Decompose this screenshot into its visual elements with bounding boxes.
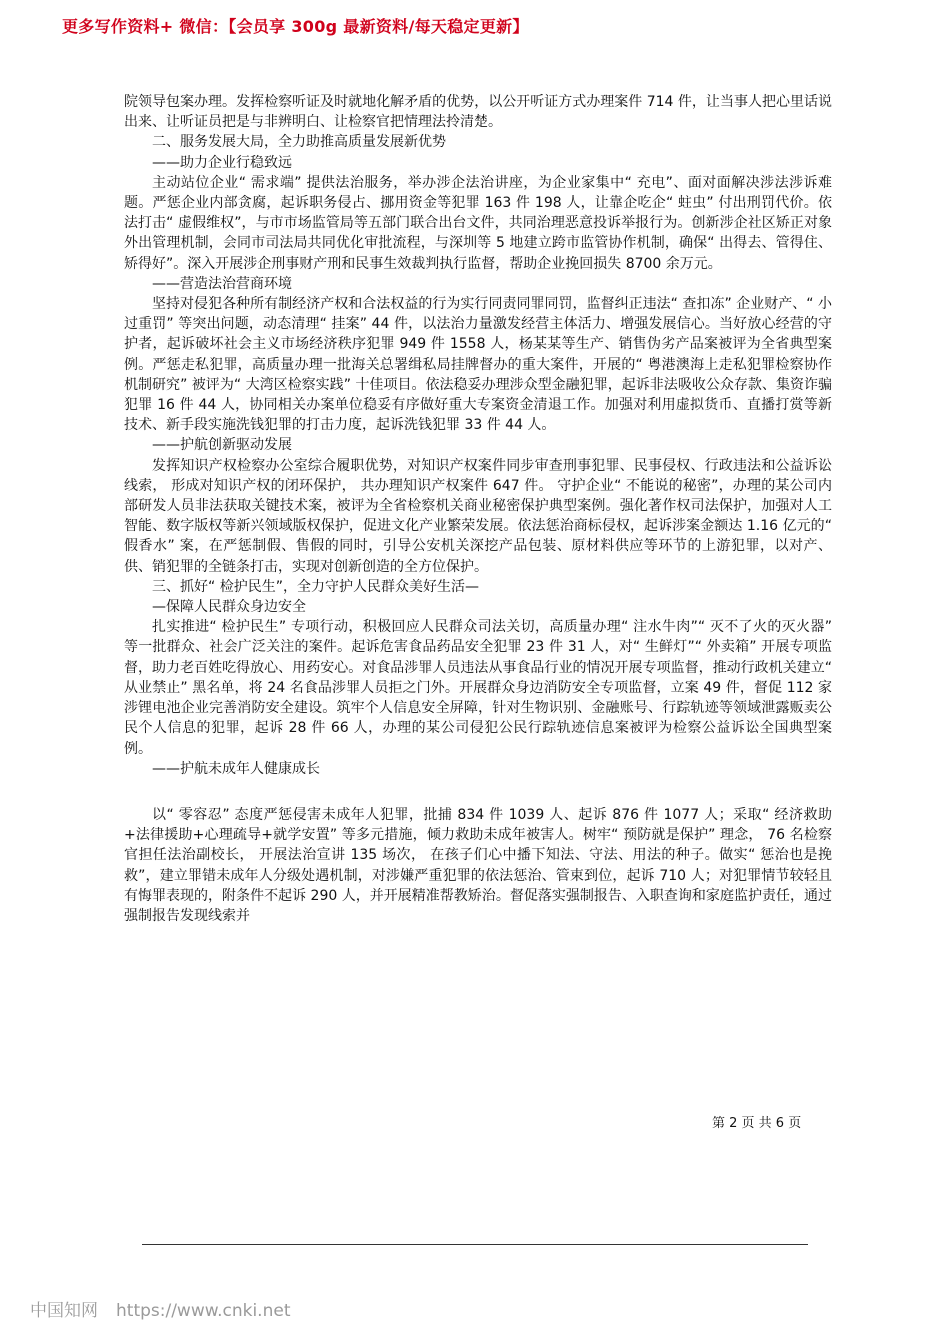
promo-banner: 更多写作资料+ 微信：【会员享 300g 最新资料/每天稳定更新】 — [62, 17, 529, 36]
footer-divider — [142, 1244, 808, 1245]
section-heading: 二、服务发展大局，全力助推高质量发展新优势 — [152, 134, 446, 151]
subsection-heading: ——助力企业行稳致远 — [152, 154, 292, 171]
body-paragraph: 以“ 零容忍” 态度严惩侵害未成年人犯罪，批捕 834 件 1039 人、起诉 876 件 1077 人；采取“ 经济救助+法律援助+心理疏导+就学安置” 等多元措施，倾力救助未成年被害人。树牢“ 预防就是保护” 理念， 76 名检察官担任法治副校长， 开展法治宣讲 135 场次， 在孩子们心中播下知法、守法、用法的种子。做实“ 惩治也是挽救”，建立罪错未成年人分级处遇机制，对涉嫌严重犯罪的依法惩治、管束到位，起诉 710 人；对犯罪情节较轻且有悔罪表现的，附条件不起诉 290 人，并开展精准帮教矫治。督促落实强制报告、入职查询和家庭监护责任，通过强制报告发现线索并 — [124, 806, 832, 924]
subsection-heading: ——护航创新驱动发展 — [152, 437, 292, 454]
body-paragraph: 发挥知识产权检察办公室综合履职优势，对知识产权案件同步审查刑事犯罪、民事侵权、行政违法和公益诉讼线索， 形成对知识产权的闭环保护， 共办理知识产权案件 647 件。 守护企业“ 不能说的秘密”，办理的某公司内部研发人员非法获取关键技术案，被评为全省检察机关商业秘密保护典型案例。强化著作权司法保护，加强对人工智能、数字版权等新兴领域版权保护，促进文化产业繁荣发展。依法惩治商标侵权，起诉涉案金额达 1.16 亿元的“ 假香水” 案，在严惩制假、售假的同时，引导公安机关深挖产品包装、原材料供应等环节的上游犯罪，以对产、供、销犯罪的全链条打击，实现对创新创造的全方位保护。 — [124, 457, 832, 575]
body-paragraph: 主动站位企业“ 需求端” 提供法治服务，举办涉企法治讲座，为企业家集中“ 充电”、面对面解决涉法涉诉难题。严惩企业内部贪腐，起诉职务侵占、挪用资金等犯罪 163 件 198 人，让靠企吃企“ 蛀虫” 付出刑罚代价。依法打击“ 虚假维权”，与市市场监管局等五部门联合出台文件，共同治理恶意投诉举报行为。创新涉企社区矫正对象外出管理机制，会同市司法局共同优化审批流程，与深圳等 5 地建立跨市监管协作机制，确保“ 出得去、管得住、矫得好”。深入开展涉企刑事财产刑和民事生效裁判执行监督，帮助企业挽回损失 8700 余万元。 — [124, 174, 832, 272]
subsection-heading: —保障人民群众身边安全 — [152, 599, 306, 616]
subsection-heading: ——营造法治营商环境 — [152, 275, 292, 292]
section-heading: 三、抓好“ 检护民生”，全力守护人民群众美好生活— — [152, 578, 479, 595]
body-paragraph: 扎实推进“ 检护民生” 专项行动，积极回应人民群众司法关切，高质量办理“ 注水牛肉”“ 灭不了火的灭火器” 等一批群众、社会广泛关注的案件。起诉危害食品药品安全犯罪 23 件 31 人，对“ 生鲜灯”“ 外卖箱” 开展专项监督，助力老百姓吃得放心、用药安心。对食品涉罪人员违法从事食品行业的情况开展专项监督，推动行政机关建立“ 从业禁止” 黑名单，将 24 名食品涉罪人员拒之门外。开展群众身边消防安全专项监督，立案 49 件，督促 112 家涉锂电池企业完善消防安全建设。筑牢个人信息安全屏障，针对生物识别、金融账号、行踪轨迹等领域泄露贩卖公民个人信息的犯罪，起诉 28 件 66 人，办理的某公司侵犯公民行踪轨迹信息案被评为检察公益诉讼全国典型案例。 — [124, 619, 832, 757]
subsection-heading: ——护航未成年人健康成长 — [152, 760, 320, 777]
watermark-name: 中国知网 — [30, 1301, 98, 1321]
cnki-watermark — [30, 1296, 290, 1321]
document-body — [124, 92, 832, 926]
watermark-url: https://www.cnki.net — [116, 1301, 291, 1321]
paragraph-continuation: 院领导包案办理。发挥检察听证及时就地化解矛盾的优势，以公开听证方式办理案件 714 件，让当事人把心里话说出来、让听证员把是与非辨明白、让检察官把情理法拎清楚。 — [124, 94, 832, 131]
page-number: 第 2 页 共 6 页 — [712, 1116, 802, 1131]
body-paragraph: 坚持对侵犯各种所有制经济产权和合法权益的行为实行同责同罪同罚，监督纠正违法“ 查扣冻” 企业财产、“ 小过重罚” 等突出问题，动态清理“ 挂案” 44 件，以法治力量激发经营主体活力、增强发展信心。当好放心经营的守护者，起诉破坏社会主义市场经济秩序犯罪 949 件 1558 人，杨某某等生产、销售伪劣产品案被评为全省典型案例。严惩走私犯罪，高质量办理一批海关总署缉私局挂牌督办的重大案件，开展的“ 粤港澳海上走私犯罪检察协作机制研究” 被评为“ 大湾区检察实践” 十佳项目。依法稳妥办理涉众型金融犯罪，起诉非法吸收公众存款、集资诈骗犯罪 16 件 44 人，协同相关办案单位稳妥有序做好重大专案资金清退工作。加强对利用虚拟货币、直播打赏等新技术、新手段实施洗钱犯罪的打击力度，起诉洗钱犯罪 33 件 44 人。 — [124, 296, 832, 434]
